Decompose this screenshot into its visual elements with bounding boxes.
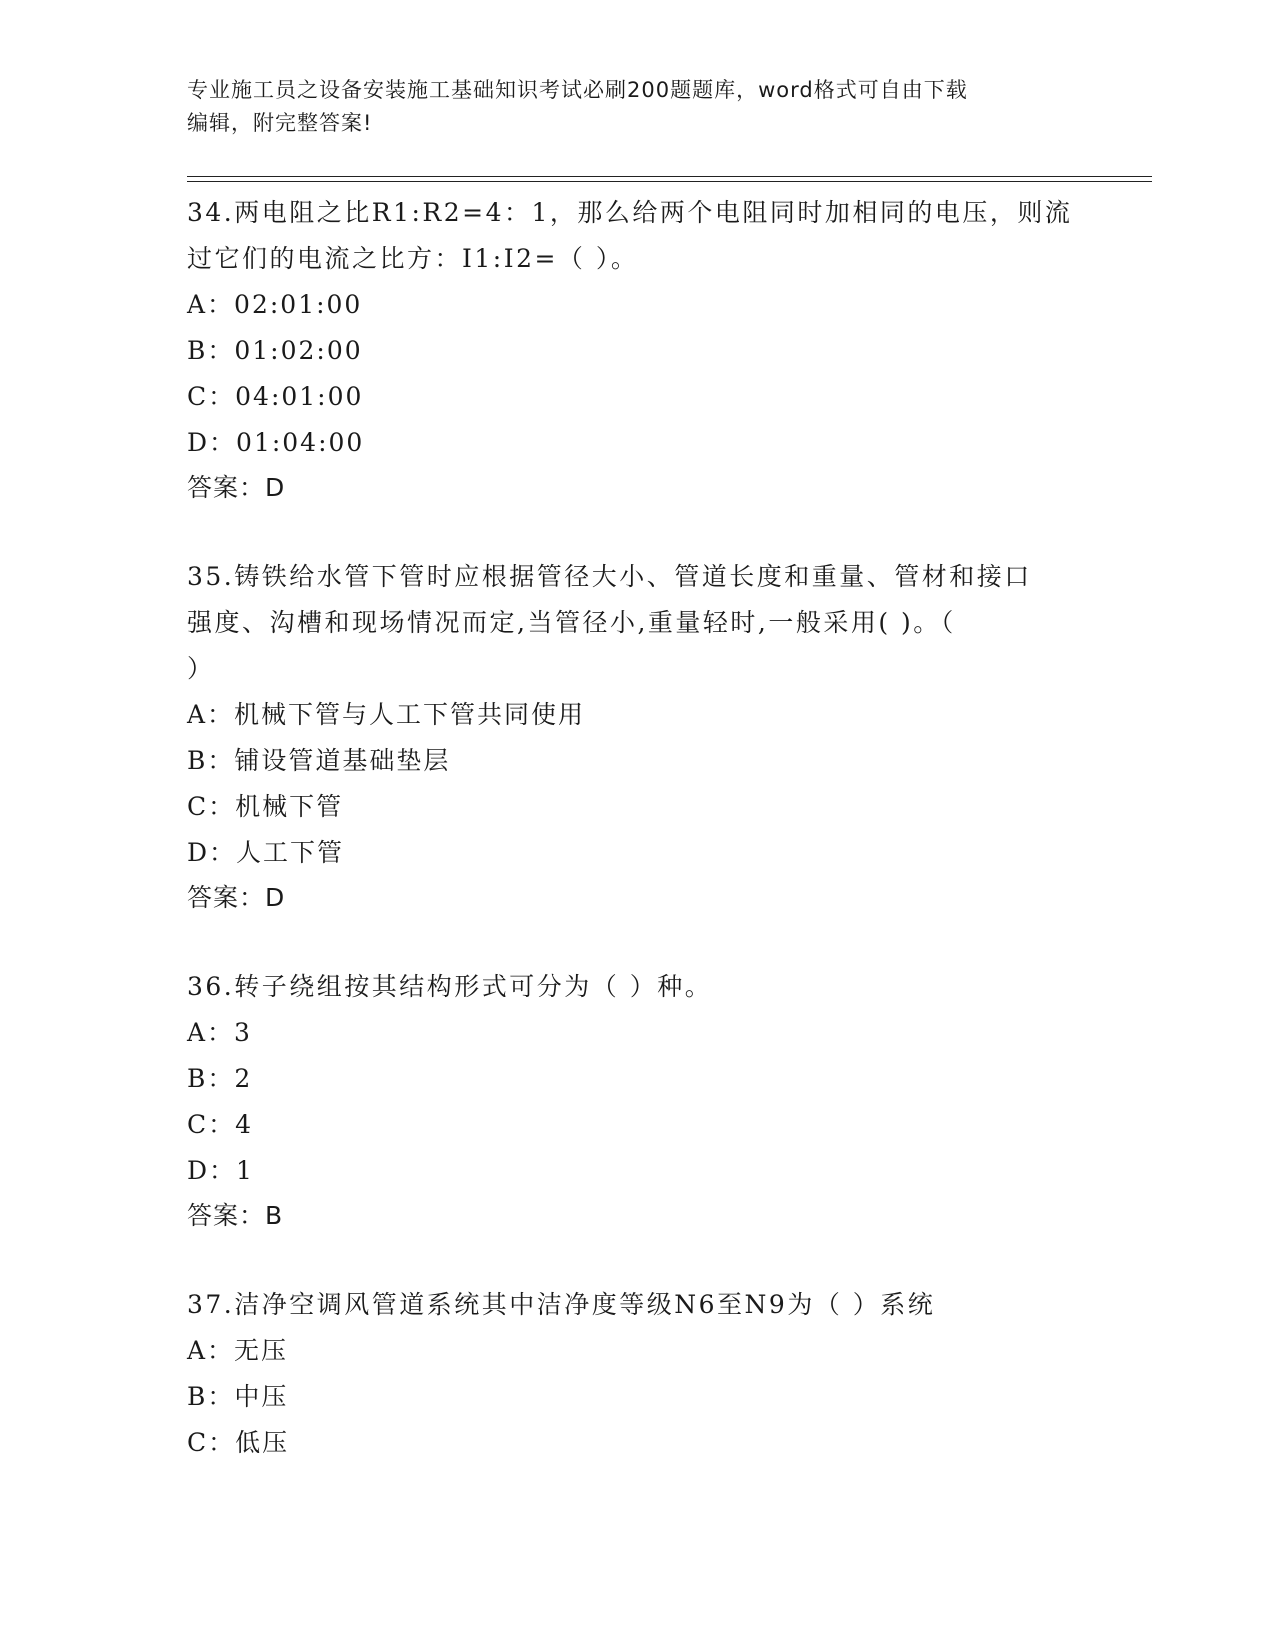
option-c: C：4 <box>187 1110 254 1139</box>
header-line-2: 编辑，附完整答案! <box>187 111 373 135</box>
option-a: A：02:01:00 <box>187 290 363 319</box>
option-a: A：3 <box>187 1018 252 1047</box>
option-c: C：机械下管 <box>187 792 344 821</box>
option-a: A：无压 <box>187 1336 289 1365</box>
answer: 答案：D <box>187 473 286 502</box>
question-stem: 过它们的电流之比方：I1:I2=（ ）。 <box>187 244 639 273</box>
question-37 <box>187 1282 1087 1466</box>
question-36 <box>187 964 1087 1238</box>
option-c: C：低压 <box>187 1428 290 1457</box>
header-divider-top <box>187 176 1152 177</box>
header-line-1: 专业施工员之设备安装施工基础知识考试必刷200题题库，word格式可自由下载 <box>187 78 968 102</box>
option-b: B：2 <box>187 1064 253 1093</box>
answer: 答案：D <box>187 883 286 912</box>
question-stem: 37.洁净空调风管道系统其中洁净度等级N6至N9为（ ）系统 <box>187 1290 936 1319</box>
question-stem: 35.铸铁给水管下管时应根据管径大小、管道长度和重量、管材和接口 <box>187 562 1032 591</box>
option-b: B：01:02:00 <box>187 336 363 365</box>
header-divider-bottom <box>187 181 1152 182</box>
option-a: A：机械下管与人工下管共同使用 <box>187 700 586 729</box>
option-d: D：1 <box>187 1156 254 1185</box>
option-d: D：01:04:00 <box>187 428 365 457</box>
question-stem: 34.两电阻之比R1:R2=4：1，那么给两个电阻同时加相同的电压，则流 <box>187 198 1073 227</box>
document-header <box>187 74 1067 140</box>
option-b: B：铺设管道基础垫层 <box>187 746 451 775</box>
option-d: D：人工下管 <box>187 838 345 867</box>
question-stem: 36.转子绕组按其结构形式可分为（ ）种。 <box>187 972 713 1001</box>
option-b: B：中压 <box>187 1382 289 1411</box>
answer: 答案：B <box>187 1201 284 1230</box>
question-35 <box>187 554 1087 920</box>
option-c: C：04:01:00 <box>187 382 364 411</box>
question-stem: ） <box>187 654 215 683</box>
question-34 <box>187 190 1087 510</box>
question-stem: 强度、沟槽和现场情况而定,当管径小,重量轻时,一般采用( )。（ <box>187 608 956 637</box>
question-list <box>187 190 1087 1510</box>
